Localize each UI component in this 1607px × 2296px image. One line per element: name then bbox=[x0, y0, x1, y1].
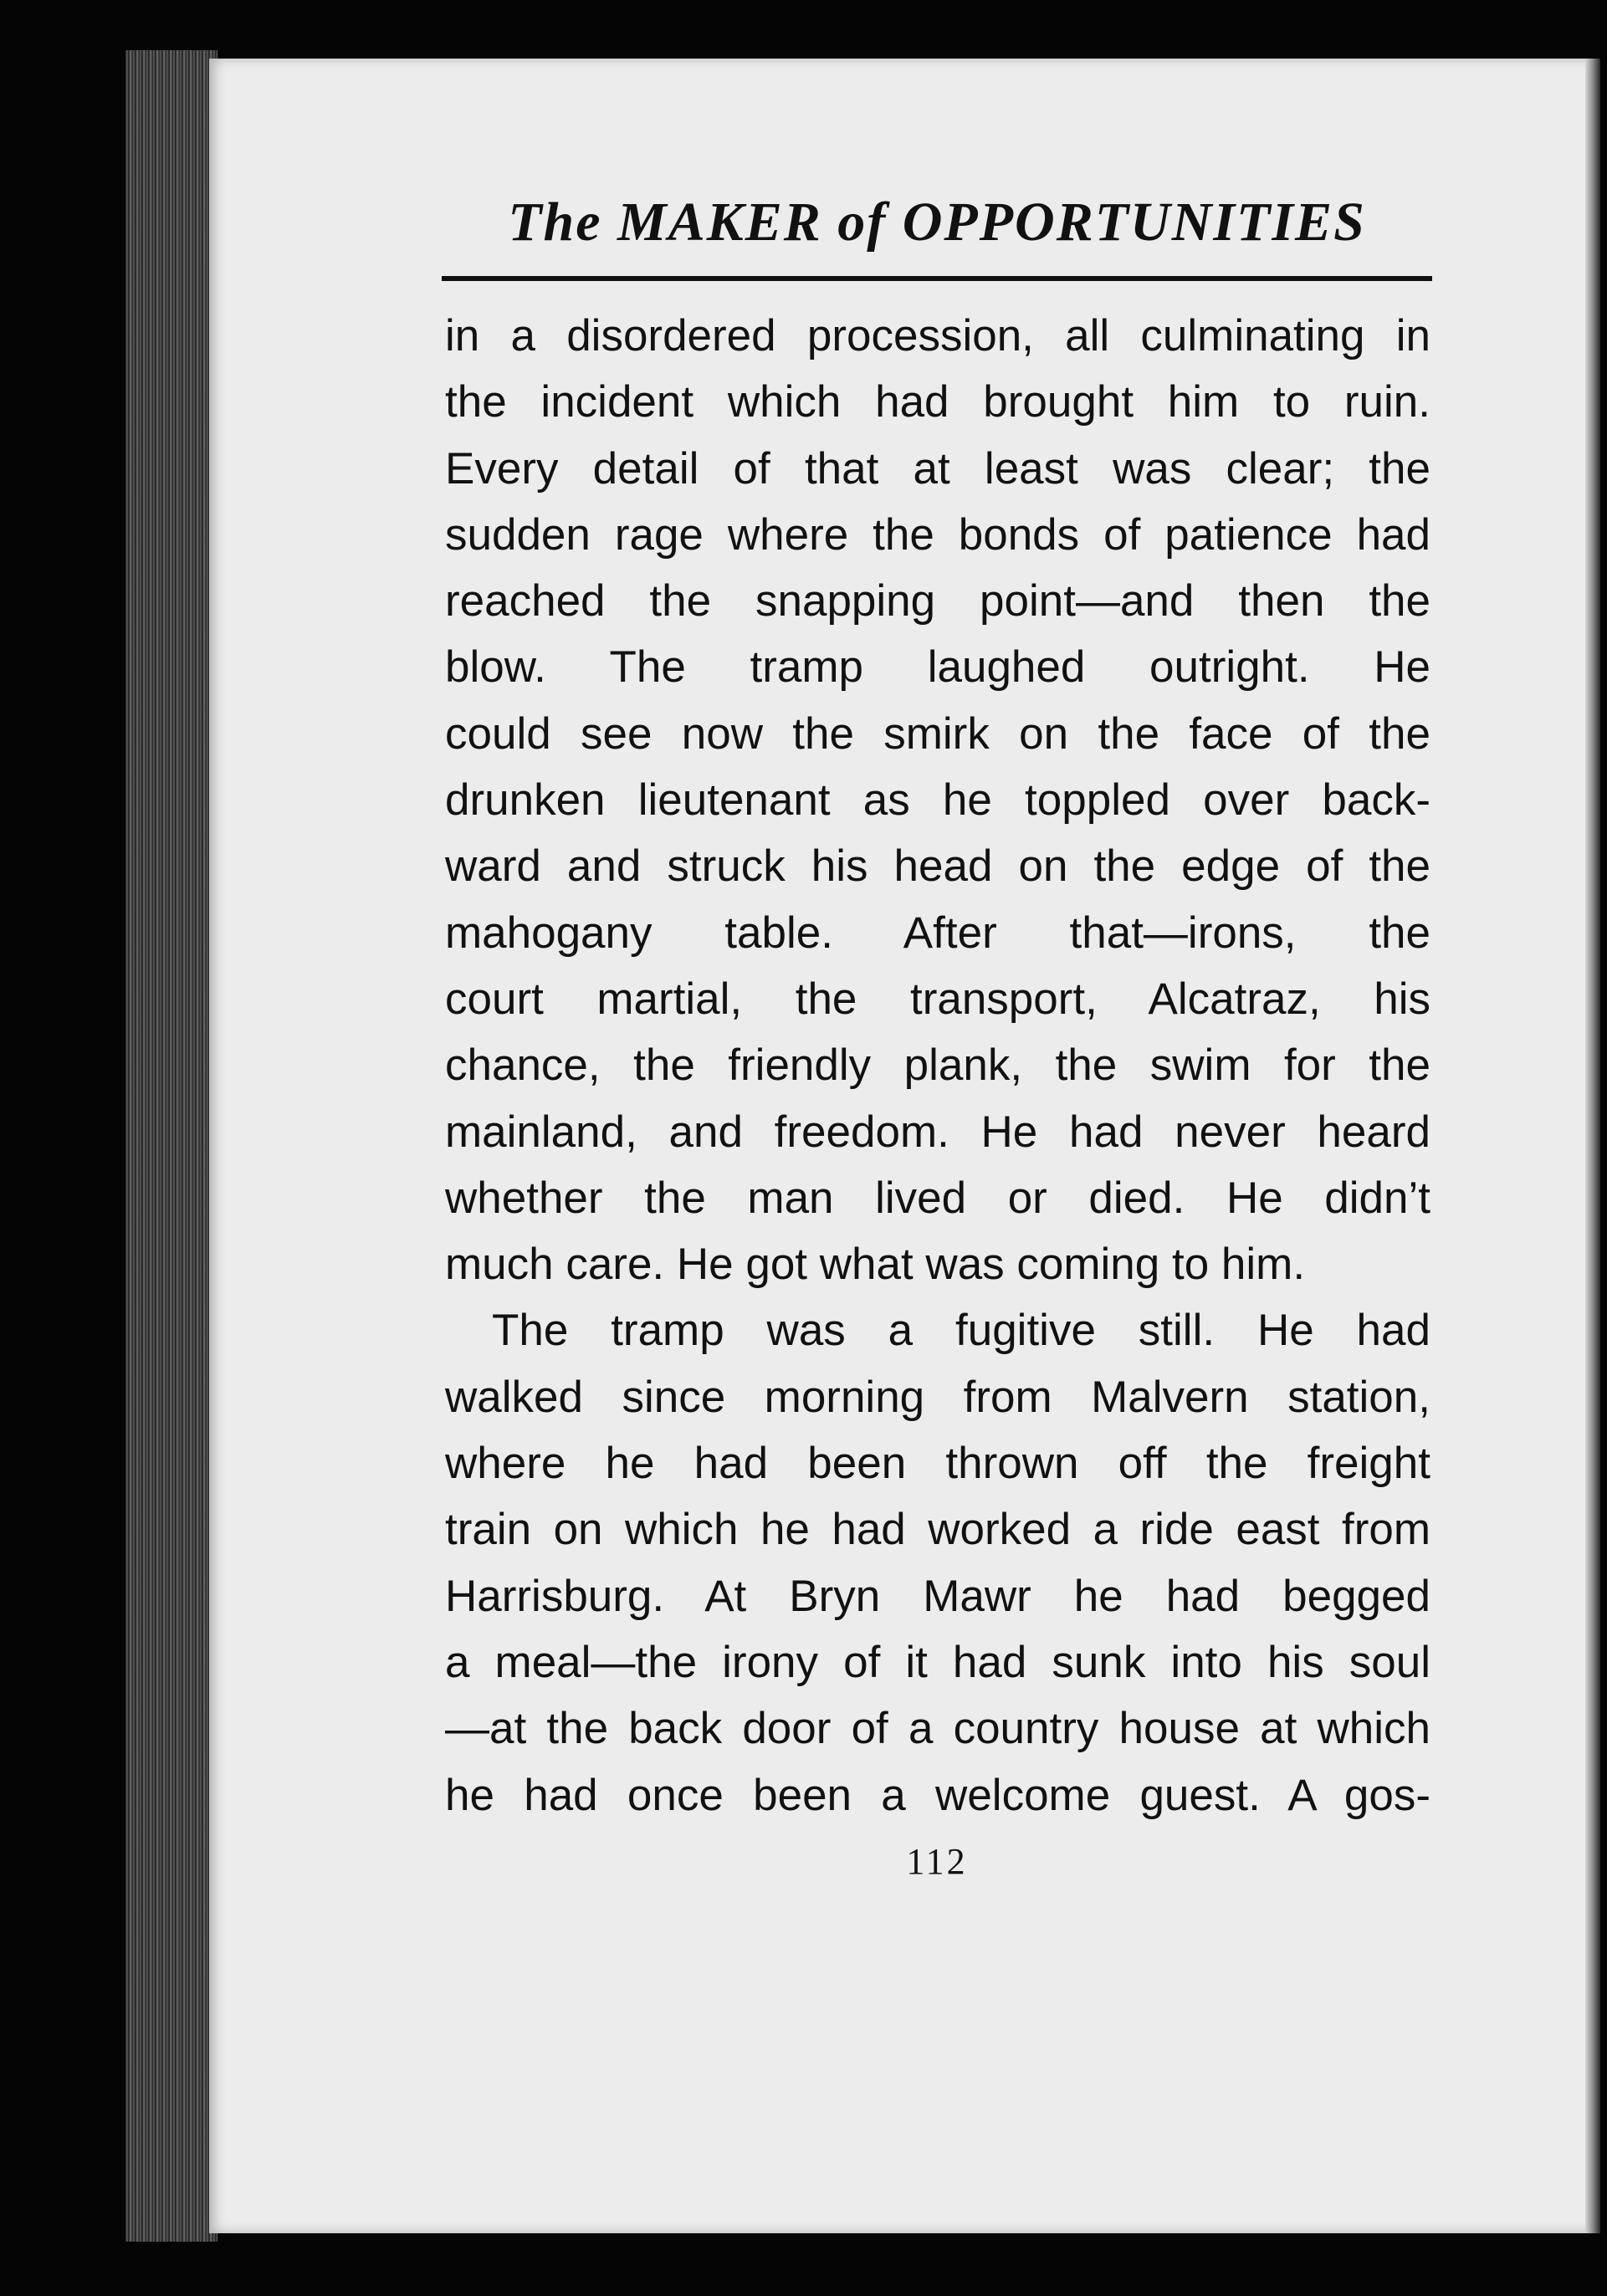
text-line: train on which he had worked a ride east from bbox=[445, 1505, 1430, 1555]
text-line: drunken lieutenant as he toppled over back- bbox=[445, 775, 1430, 826]
text-line: he had once been a welcome guest. A gos- bbox=[445, 1770, 1430, 1820]
text-line: —at the back door of a country house at which bbox=[445, 1704, 1430, 1754]
page-right-edge bbox=[1585, 59, 1600, 2233]
text-line: mahogany table. After that—irons, the bbox=[445, 908, 1430, 958]
text-line: blow. The tramp laughed outright. He bbox=[445, 642, 1430, 693]
text-line: walked since morning from Malvern station, bbox=[445, 1372, 1430, 1422]
header-rule bbox=[442, 276, 1432, 281]
text-line: whether the man lived or died. He didn’t bbox=[445, 1173, 1430, 1223]
book-page-edges bbox=[125, 50, 218, 2242]
text-line: reached the snapping point—and then the bbox=[445, 576, 1430, 626]
body-text bbox=[445, 303, 1430, 1828]
page-number: 112 bbox=[906, 1841, 968, 1882]
text-line: the incident which had brought him to ruin. bbox=[445, 377, 1430, 427]
text-line: mainland, and freedom. He had never heard bbox=[445, 1107, 1430, 1157]
running-head: The MAKER of OPPORTUNITIES bbox=[508, 192, 1366, 253]
text-line: in a disordered procession, all culminating in bbox=[445, 311, 1430, 361]
text-line: Harrisburg. At Bryn Mawr he had begged bbox=[445, 1571, 1430, 1621]
text-line: much care. He got what was coming to him. bbox=[445, 1240, 1306, 1290]
text-line: where he had been thrown off the freight bbox=[445, 1439, 1430, 1489]
text-line: court martial, the transport, Alcatraz, his bbox=[445, 974, 1430, 1024]
text-line: The tramp was a fugitive still. He had bbox=[492, 1306, 1430, 1356]
text-line: chance, the friendly plank, the swim for the bbox=[445, 1041, 1430, 1091]
text-line: a meal—the irony of it had sunk into his soul bbox=[445, 1637, 1430, 1687]
text-line: Every detail of that at least was clear; the bbox=[445, 443, 1430, 493]
text-line: sudden rage where the bonds of patience had bbox=[445, 509, 1430, 560]
text-line: could see now the smirk on the face of the bbox=[445, 708, 1430, 759]
text-line: ward and struck his head on the edge of the bbox=[445, 841, 1430, 892]
